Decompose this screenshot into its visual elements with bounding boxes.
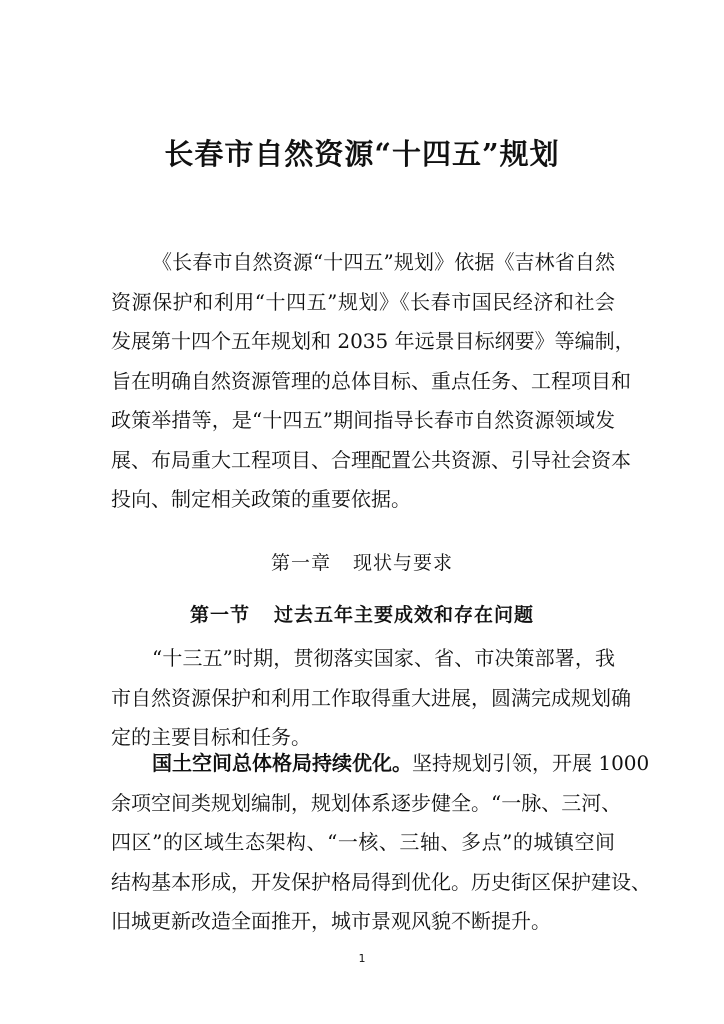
- chapter-name: 现状与要求: [353, 552, 454, 574]
- paragraph-line: 定的主要目标和任务。: [111, 725, 311, 749]
- paragraph-2: [111, 639, 631, 758]
- paragraph-line-rest: 坚持规划引领，开展 1000: [412, 751, 650, 775]
- paragraph-line: 旨在明确自然资源管理的总体目标、重点任务、工程项目和: [111, 368, 631, 393]
- paragraph-line: 结构基本形成，开发保护格局得到优化。历史街区保护建设、: [111, 869, 651, 894]
- paragraph-line: “十三五”时期，贯彻落实国家、省、市决策部署，我: [152, 646, 615, 670]
- document-title: 长春市自然资源“十四五”规划: [164, 137, 560, 171]
- chapter-heading: [0, 548, 724, 575]
- intro-paragraph: [111, 243, 635, 520]
- paragraph-line: 展、布局重大工程项目、合理配置公共资源、引导社会资本: [111, 447, 631, 472]
- paragraph-line: 四区”的区域生态架构、“一核、三轴、多点”的城镇空间: [111, 830, 615, 854]
- paragraph-line: 政策举措等，是“十四五”期间指导长春市自然资源领域发: [111, 408, 615, 432]
- paragraph-line: 余项空间类规划编制，规划体系逐步健全。“一脉、三河、: [111, 790, 622, 815]
- paragraph-line: 资源保护和利用“十四五”规划》《长春市国民经济和社会: [111, 289, 615, 314]
- paragraph-lead-heading: 国土空间总体格局持续优化。: [152, 751, 412, 775]
- paragraph-line: 投向、制定相关政策的重要依据。: [111, 487, 411, 511]
- section-number: 第一节: [189, 604, 250, 626]
- section-name: 过去五年主要成效和存在问题: [274, 604, 535, 626]
- paragraph-line: 市自然资源保护和利用工作取得重大进展，圆满完成规划确: [111, 685, 631, 710]
- chapter-number: 第一章: [270, 552, 331, 574]
- paragraph-line: 旧城更新改造全面推开，城市景观风貌不断提升。: [111, 909, 551, 933]
- paragraph-3: [111, 744, 651, 942]
- section-heading: [0, 600, 724, 627]
- paragraph-first-line: [111, 744, 650, 784]
- paragraph-line: 发展第十四个五年规划和 2035 年远景目标纲要》等编制，: [111, 329, 635, 353]
- page-number: 1: [358, 952, 366, 965]
- paragraph-line: 《长春市自然资源“十四五”规划》依据《吉林省自然: [152, 250, 615, 274]
